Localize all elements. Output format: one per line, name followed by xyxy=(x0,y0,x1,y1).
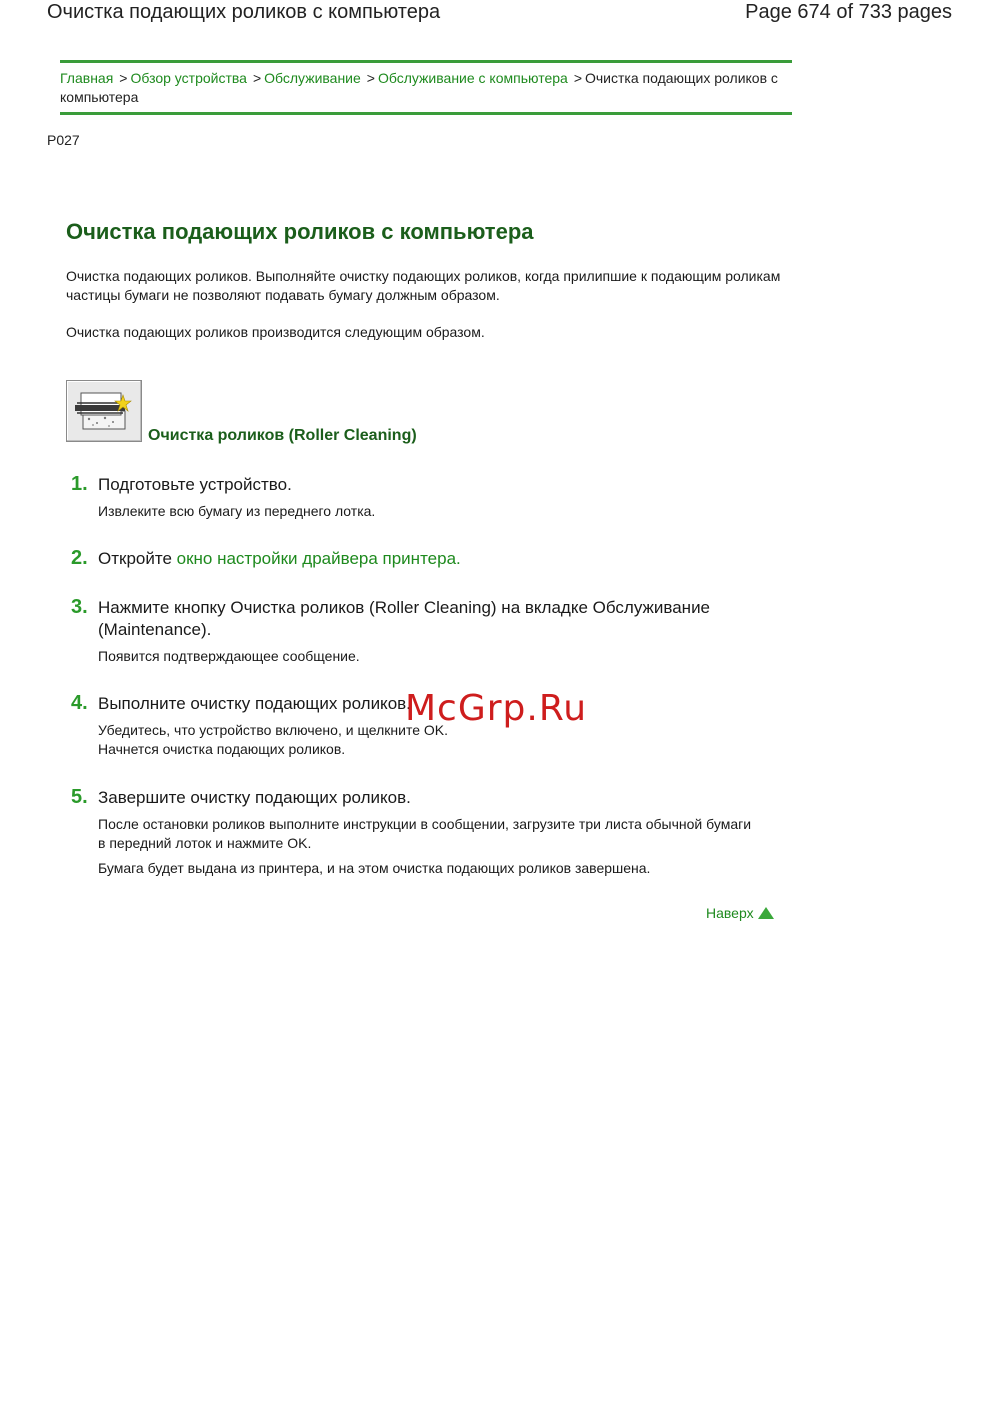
breadcrumb-separator: > xyxy=(119,70,128,86)
printer-roller-icon xyxy=(67,381,141,441)
step-title: Нажмите кнопку Очистка роликов (Roller Cleaning) на вкладке Обслуживание (Maintenance). xyxy=(98,598,711,639)
step-body: Бумага будет выдана из принтера, и на этом очистка подающих роликов завершена. xyxy=(98,860,651,876)
watermark: McGrp.Ru xyxy=(405,688,588,729)
breadcrumb-separator: > xyxy=(252,70,262,86)
page-indicator: Page 674 of 733 pages xyxy=(745,1,952,23)
document-title: Очистка подающих роликов с компьютера xyxy=(47,1,441,23)
page-header xyxy=(0,0,1000,32)
step-body: Начнется очистка подающих роликов. xyxy=(98,741,346,757)
intro-paragraph-2: Очистка подающих роликов производится следующим образом. xyxy=(66,324,485,340)
step-body: Появится подтверждающее сообщение. xyxy=(98,648,360,664)
step-body: После остановки роликов выполните инструкции в сообщении, загрузите три листа обычной бумаги в передний лоток и нажмите OK. xyxy=(98,816,752,851)
back-to-top-link[interactable] xyxy=(706,905,774,922)
step-title: Выполните очистку подающих роликов. xyxy=(98,694,411,713)
step-title xyxy=(98,548,778,570)
arrow-up-icon xyxy=(758,906,774,922)
intro-paragraph: Очистка подающих роликов. Выполняйте очистку подающих роликов, когда прилипшие к подающим роликам частицы бумаги не позволяют подавать бумагу должным образом. xyxy=(66,268,781,303)
back-to-top-label: Наверх xyxy=(706,905,754,921)
step-body: Убедитесь, что устройство включено, и щелкните OK. xyxy=(98,722,449,738)
breadcrumb-maintenance-link[interactable]: Обслуживание xyxy=(264,70,361,86)
roller-cleaning-icon xyxy=(66,380,142,442)
step-title-text: Откройте xyxy=(98,549,177,568)
page-title: Очистка подающих роликов с компьютера xyxy=(66,219,534,244)
breadcrumb-overview-link[interactable]: Обзор устройства xyxy=(130,70,247,86)
step-number: 5. xyxy=(71,786,88,808)
step-body: Извлеките всю бумагу из переднего лотка. xyxy=(98,503,376,519)
breadcrumb-pc-maintenance-link[interactable]: Обслуживание с компьютера xyxy=(377,70,568,86)
roller-cleaning-label: Очистка роликов (Roller Cleaning) xyxy=(148,427,417,444)
step-number: 1. xyxy=(71,473,88,495)
breadcrumb-current: Очистка подающих роликов с компьютера xyxy=(60,70,778,105)
step-title: Подготовьте устройство. xyxy=(98,475,292,494)
breadcrumb-separator: > xyxy=(573,70,582,86)
breadcrumb-separator: > xyxy=(366,70,375,86)
step-title: Завершите очистку подающих роликов. xyxy=(98,788,411,807)
printer-driver-setup-link[interactable]: окно настройки драйвера принтера. xyxy=(176,549,461,568)
step-number: 3. xyxy=(71,596,88,618)
step-number: 2. xyxy=(71,547,88,569)
step-number: 4. xyxy=(71,692,88,714)
breadcrumb xyxy=(60,60,792,115)
page-code: P027 xyxy=(47,132,80,148)
breadcrumb-home-link[interactable]: Главная xyxy=(60,70,114,86)
